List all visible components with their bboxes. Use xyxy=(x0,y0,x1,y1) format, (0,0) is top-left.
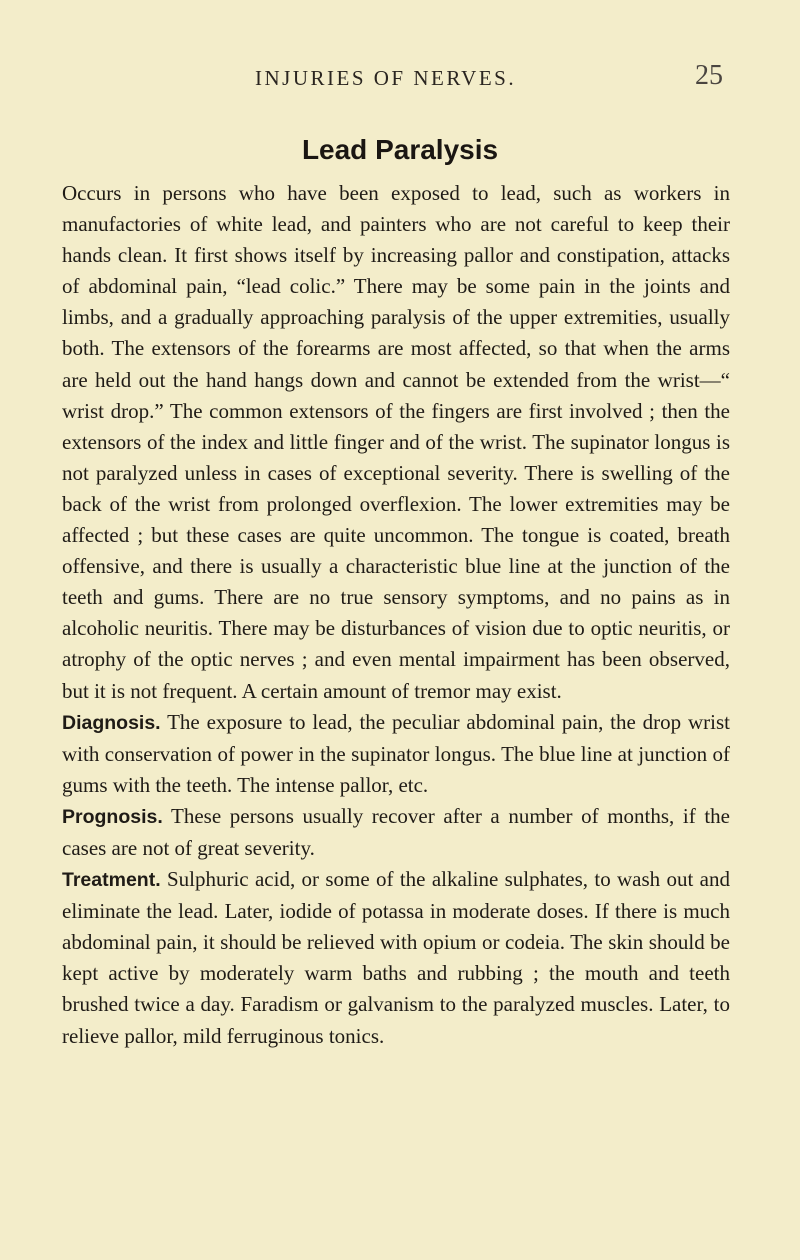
treatment-heading: Treatment. xyxy=(62,869,161,892)
page-number: 25 xyxy=(695,60,723,91)
page-header xyxy=(0,60,800,106)
diagnosis-text: The exposure to lead, the peculiar abdominal pain, the drop wrist with conservation of power in the supinator longus. The blue line at junction of gums with the teeth. The intense pallor, etc. xyxy=(62,709,730,797)
intro-paragraph: Occurs in persons who have been exposed to lead, such as workers in manufactories of white lead, and painters who are not careful to keep their hands clean. It first shows itself by increasing pallor and constipation, attacks of abdominal pain, “lead colic.” There may be some pain in the joints and limbs, and a gradually approaching paralysis of the upper extremities, usually both. The extensors of the forearms are most affected, so that when the arms are held out the hand hangs down and cannot be extended from the wrist—“ wrist drop.” The common extensors of the fingers are first involved ; then the extensors of the index and little finger and of the wrist. The supinator longus is not paralyzed unless in cases of exceptional severity. There is swelling of the back of the wrist from prolonged overflexion. The lower extremities may be affected ; but these cases are quite uncommon. The tongue is coated, breath offensive, and there is usually a characteristic blue line at the junction of the teeth and gums. There are no true sensory symptoms, and no pains as in alcoholic neuritis. There may be disturbances of vision due to optic neuritis, or atrophy of the optic nerves ; and even mental impairment has been observed, but it is not frequent. A certain amount of tremor may exist. xyxy=(62,181,730,703)
running-head: INJURIES OF NERVES. xyxy=(255,66,517,90)
prognosis-paragraph xyxy=(62,801,730,864)
diagnosis-paragraph xyxy=(62,707,730,801)
section-title: Lead Paralysis xyxy=(301,134,499,165)
prognosis-heading: Prognosis. xyxy=(62,805,163,828)
treatment-text: Sulphuric acid, or some of the alkaline sulphates, to wash out and eliminate the lead. Later, iodide of potassa in moderate doses. If there is much abdominal pain, it should be relieved with opium or codeia. The skin should be kept active by moderately warm baths and rubbing ; the mouth and teeth brushed twice a day. Faradism or galvanism to the paralyzed muscles. Later, to relieve pallor, mild ferruginous tonics. xyxy=(62,867,730,1048)
section-body xyxy=(62,178,730,1052)
diagnosis-heading: Diagnosis. xyxy=(62,711,161,734)
treatment-paragraph xyxy=(62,864,730,1052)
prognosis-text: These persons usually recover after a number of months, if the cases are not of great severity. xyxy=(62,803,730,860)
